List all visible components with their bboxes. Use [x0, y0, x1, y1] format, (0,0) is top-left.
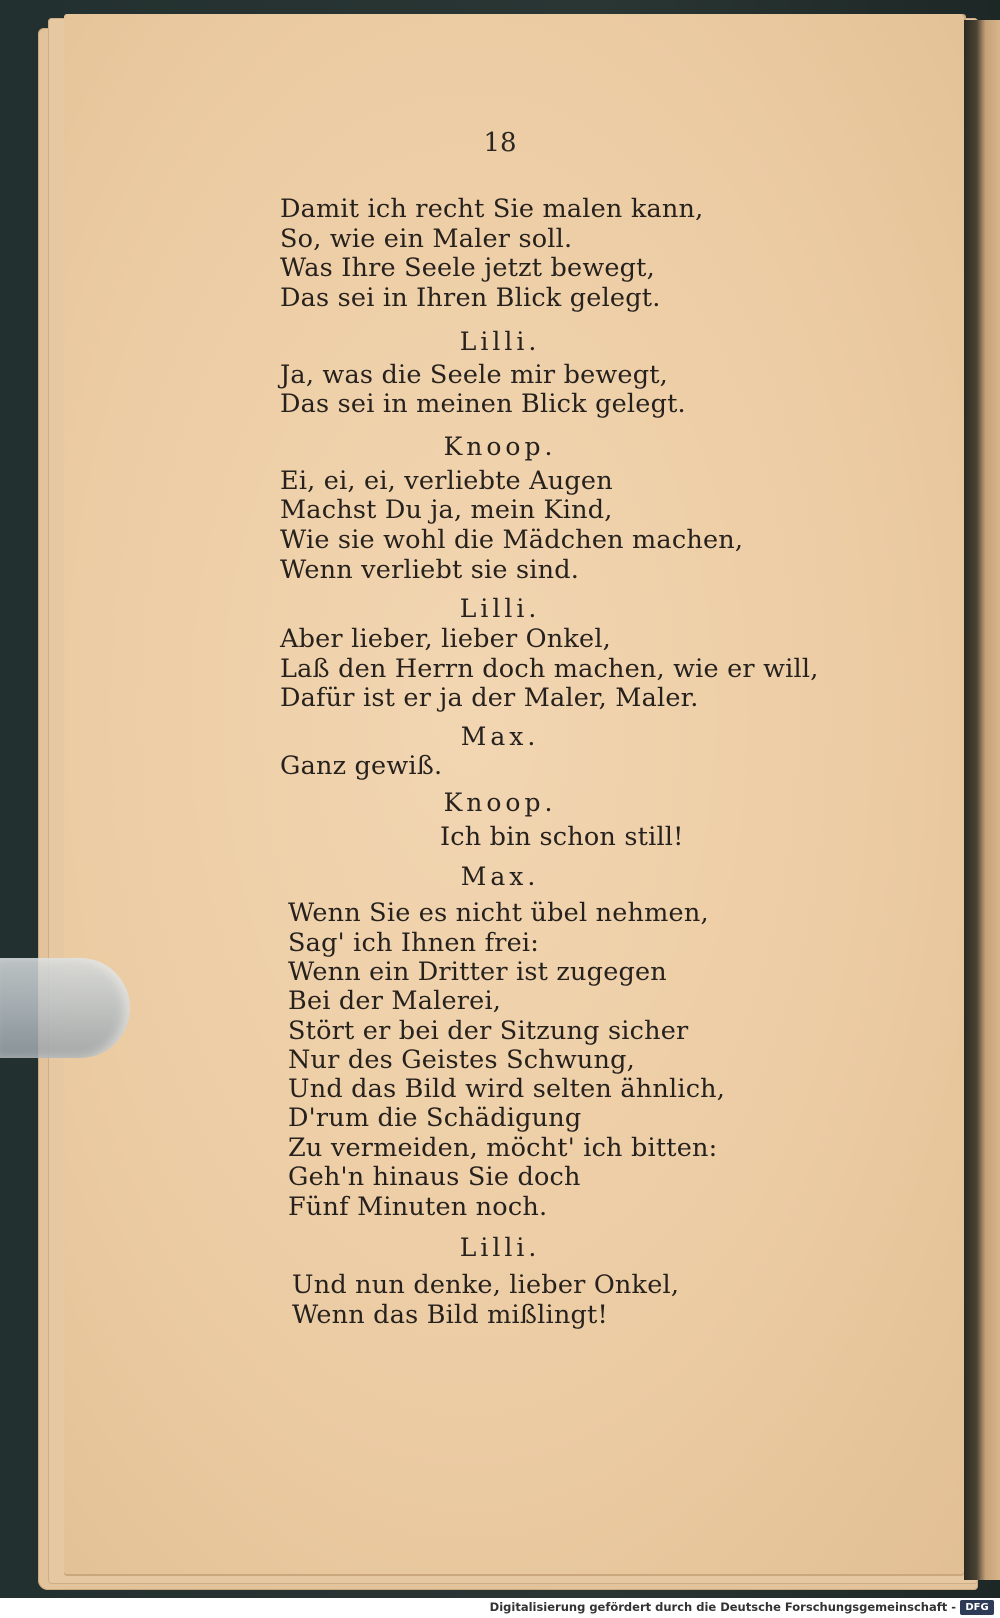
verse-line: Das sei in Ihren Blick gelegt. [280, 283, 661, 313]
speaker-name: Lilli. [459, 594, 541, 623]
verse-line: So, wie ein Maler soll. [280, 224, 573, 254]
verse-line: Und das Bild wird selten ähnlich, [288, 1074, 726, 1104]
speaker-name: Max. [460, 862, 540, 891]
speaker-name: Knoop. [443, 432, 557, 461]
verse-line: Stört er bei der Sitzung sicher [288, 1016, 689, 1046]
verse-line: Dafür ist er ja der Maler, Maler. [280, 683, 699, 713]
verse-line: Geh'n hinaus Sie doch [288, 1162, 581, 1192]
verse-line: Was Ihre Seele jetzt bewegt, [280, 253, 655, 283]
verse-line: Ja, was die Seele mir bewegt, [280, 360, 668, 390]
verse-line: Ei, ei, ei, verliebte Augen [280, 466, 613, 496]
verse-line: Zu vermeiden, möcht' ich bitten: [288, 1133, 718, 1163]
speaker-name: Max. [460, 722, 540, 751]
footer-credit: Digitalisierung gefördert durch die Deutsche Forschungsgemeinschaft - [489, 1600, 956, 1614]
verse-line: Laß den Herrn doch machen, wie er will, [280, 654, 819, 684]
verse-line: D'rum die Schädigung [288, 1103, 582, 1133]
verse-line: Sag' ich Ihnen frei: [288, 928, 540, 958]
page-number: 18 [483, 128, 517, 158]
dfg-logo-icon: DFG [960, 1600, 994, 1615]
verse-line: Machst Du ja, mein Kind, [280, 495, 613, 525]
verse-line: Nur des Geistes Schwung, [288, 1045, 635, 1075]
verse-line: Ich bin schon still! [440, 822, 684, 852]
speaker-name: Knoop. [443, 788, 557, 817]
verse-line: Fünf Minuten noch. [288, 1192, 548, 1222]
verse-line: Damit ich recht Sie malen kann, [280, 194, 704, 224]
verse-line: Wenn Sie es nicht übel nehmen, [288, 898, 709, 928]
verse-line: Wenn ein Dritter ist zugegen [288, 957, 667, 987]
verse-line: Und nun denke, lieber Onkel, [292, 1270, 680, 1300]
speaker-name: Lilli. [459, 1233, 541, 1262]
verse-line: Wie sie wohl die Mädchen machen, [280, 525, 744, 555]
verse-line: Das sei in meinen Blick gelegt. [280, 389, 686, 419]
speaker-name: Lilli. [459, 327, 541, 356]
verse-line: Bei der Malerei, [288, 986, 502, 1016]
verse-line: Wenn verliebt sie sind. [280, 555, 580, 585]
verse-line: Wenn das Bild mißlingt! [292, 1300, 608, 1330]
verse-line: Ganz gewiß. [280, 751, 443, 781]
verse-line: Aber lieber, lieber Onkel, [280, 624, 611, 654]
